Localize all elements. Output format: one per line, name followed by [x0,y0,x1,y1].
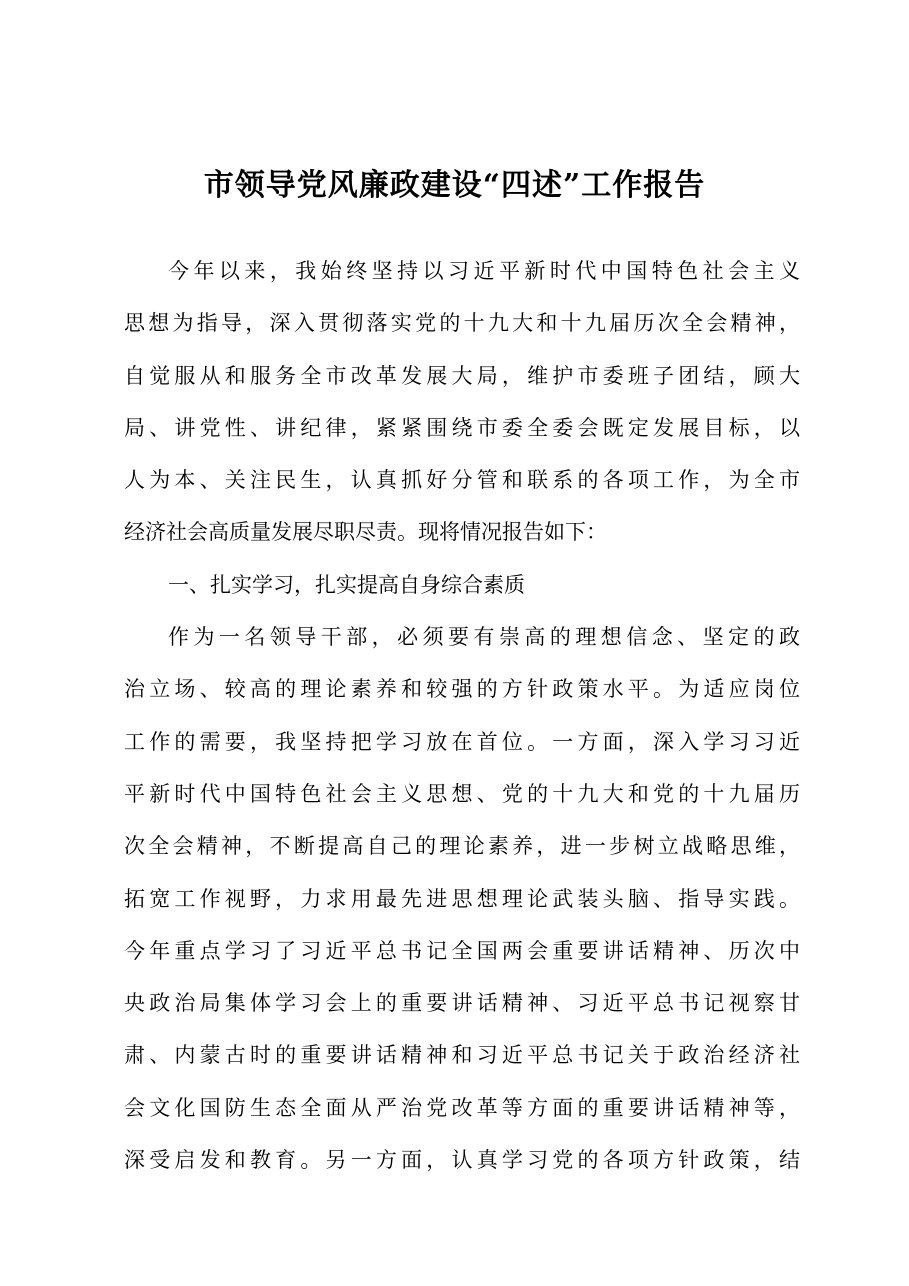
body-line: 思想为指导，深入贯彻落实党的十九大和十九届历次全会精神， [124,311,800,336]
body-line: 平新时代中国特色社会主义思想、党的十九大和党的十九届历 [124,781,800,806]
body-line: 肃、内蒙古时的重要讲话精神和习近平总书记关于政治经济社 [124,1043,800,1068]
body-line: 拓宽工作视野，力求用最先进思想理论武装头脑、指导实践。 [124,886,800,911]
body-line: 人为本、关注民生，认真抓好分管和联系的各项工作，为全市 [124,468,800,493]
body-line: 自觉服从和服务全市改革发展大局，维护市委班子团结，顾大 [124,363,800,388]
body-line: 一、扎实学习，扎实提高自身综合素质 [168,572,525,597]
body-line: 局、讲党性、讲纪律，紧紧围绕市委全委会既定发展目标，以 [124,415,800,440]
document-title: 市领导党风廉政建设“四述”工作报告 [203,168,706,203]
body-line: 深受启发和教育。另一方面，认真学习党的各项方针政策，结 [124,1148,800,1173]
body-line: 治立场、较高的理论素养和较强的方针政策水平。为适应岗位 [124,677,800,702]
body-line: 央政治局集体学习会上的重要讲话精神、习近平总书记视察甘 [124,991,800,1016]
body-line: 今年重点学习了习近平总书记全国两会重要讲话精神、历次中 [124,938,800,963]
document-body [124,245,800,1186]
body-line: 今年以来，我始终坚持以习近平新时代中国特色社会主义 [168,259,800,283]
body-line: 次全会精神，不断提高自己的理论素养，进一步树立战略思维， [124,834,800,859]
body-line: 工作的需要，我坚持把学习放在首位。一方面，深入学习习近 [124,729,800,754]
body-line: 经济社会高质量发展尽职尽责。现将情况报告如下： [124,520,607,545]
body-line: 作为一名领导干部，必须要有崇高的理想信念、坚定的政 [168,625,800,650]
body-line: 会文化国防生态全面从严治党改革等方面的重要讲话精神等， [124,1095,800,1120]
